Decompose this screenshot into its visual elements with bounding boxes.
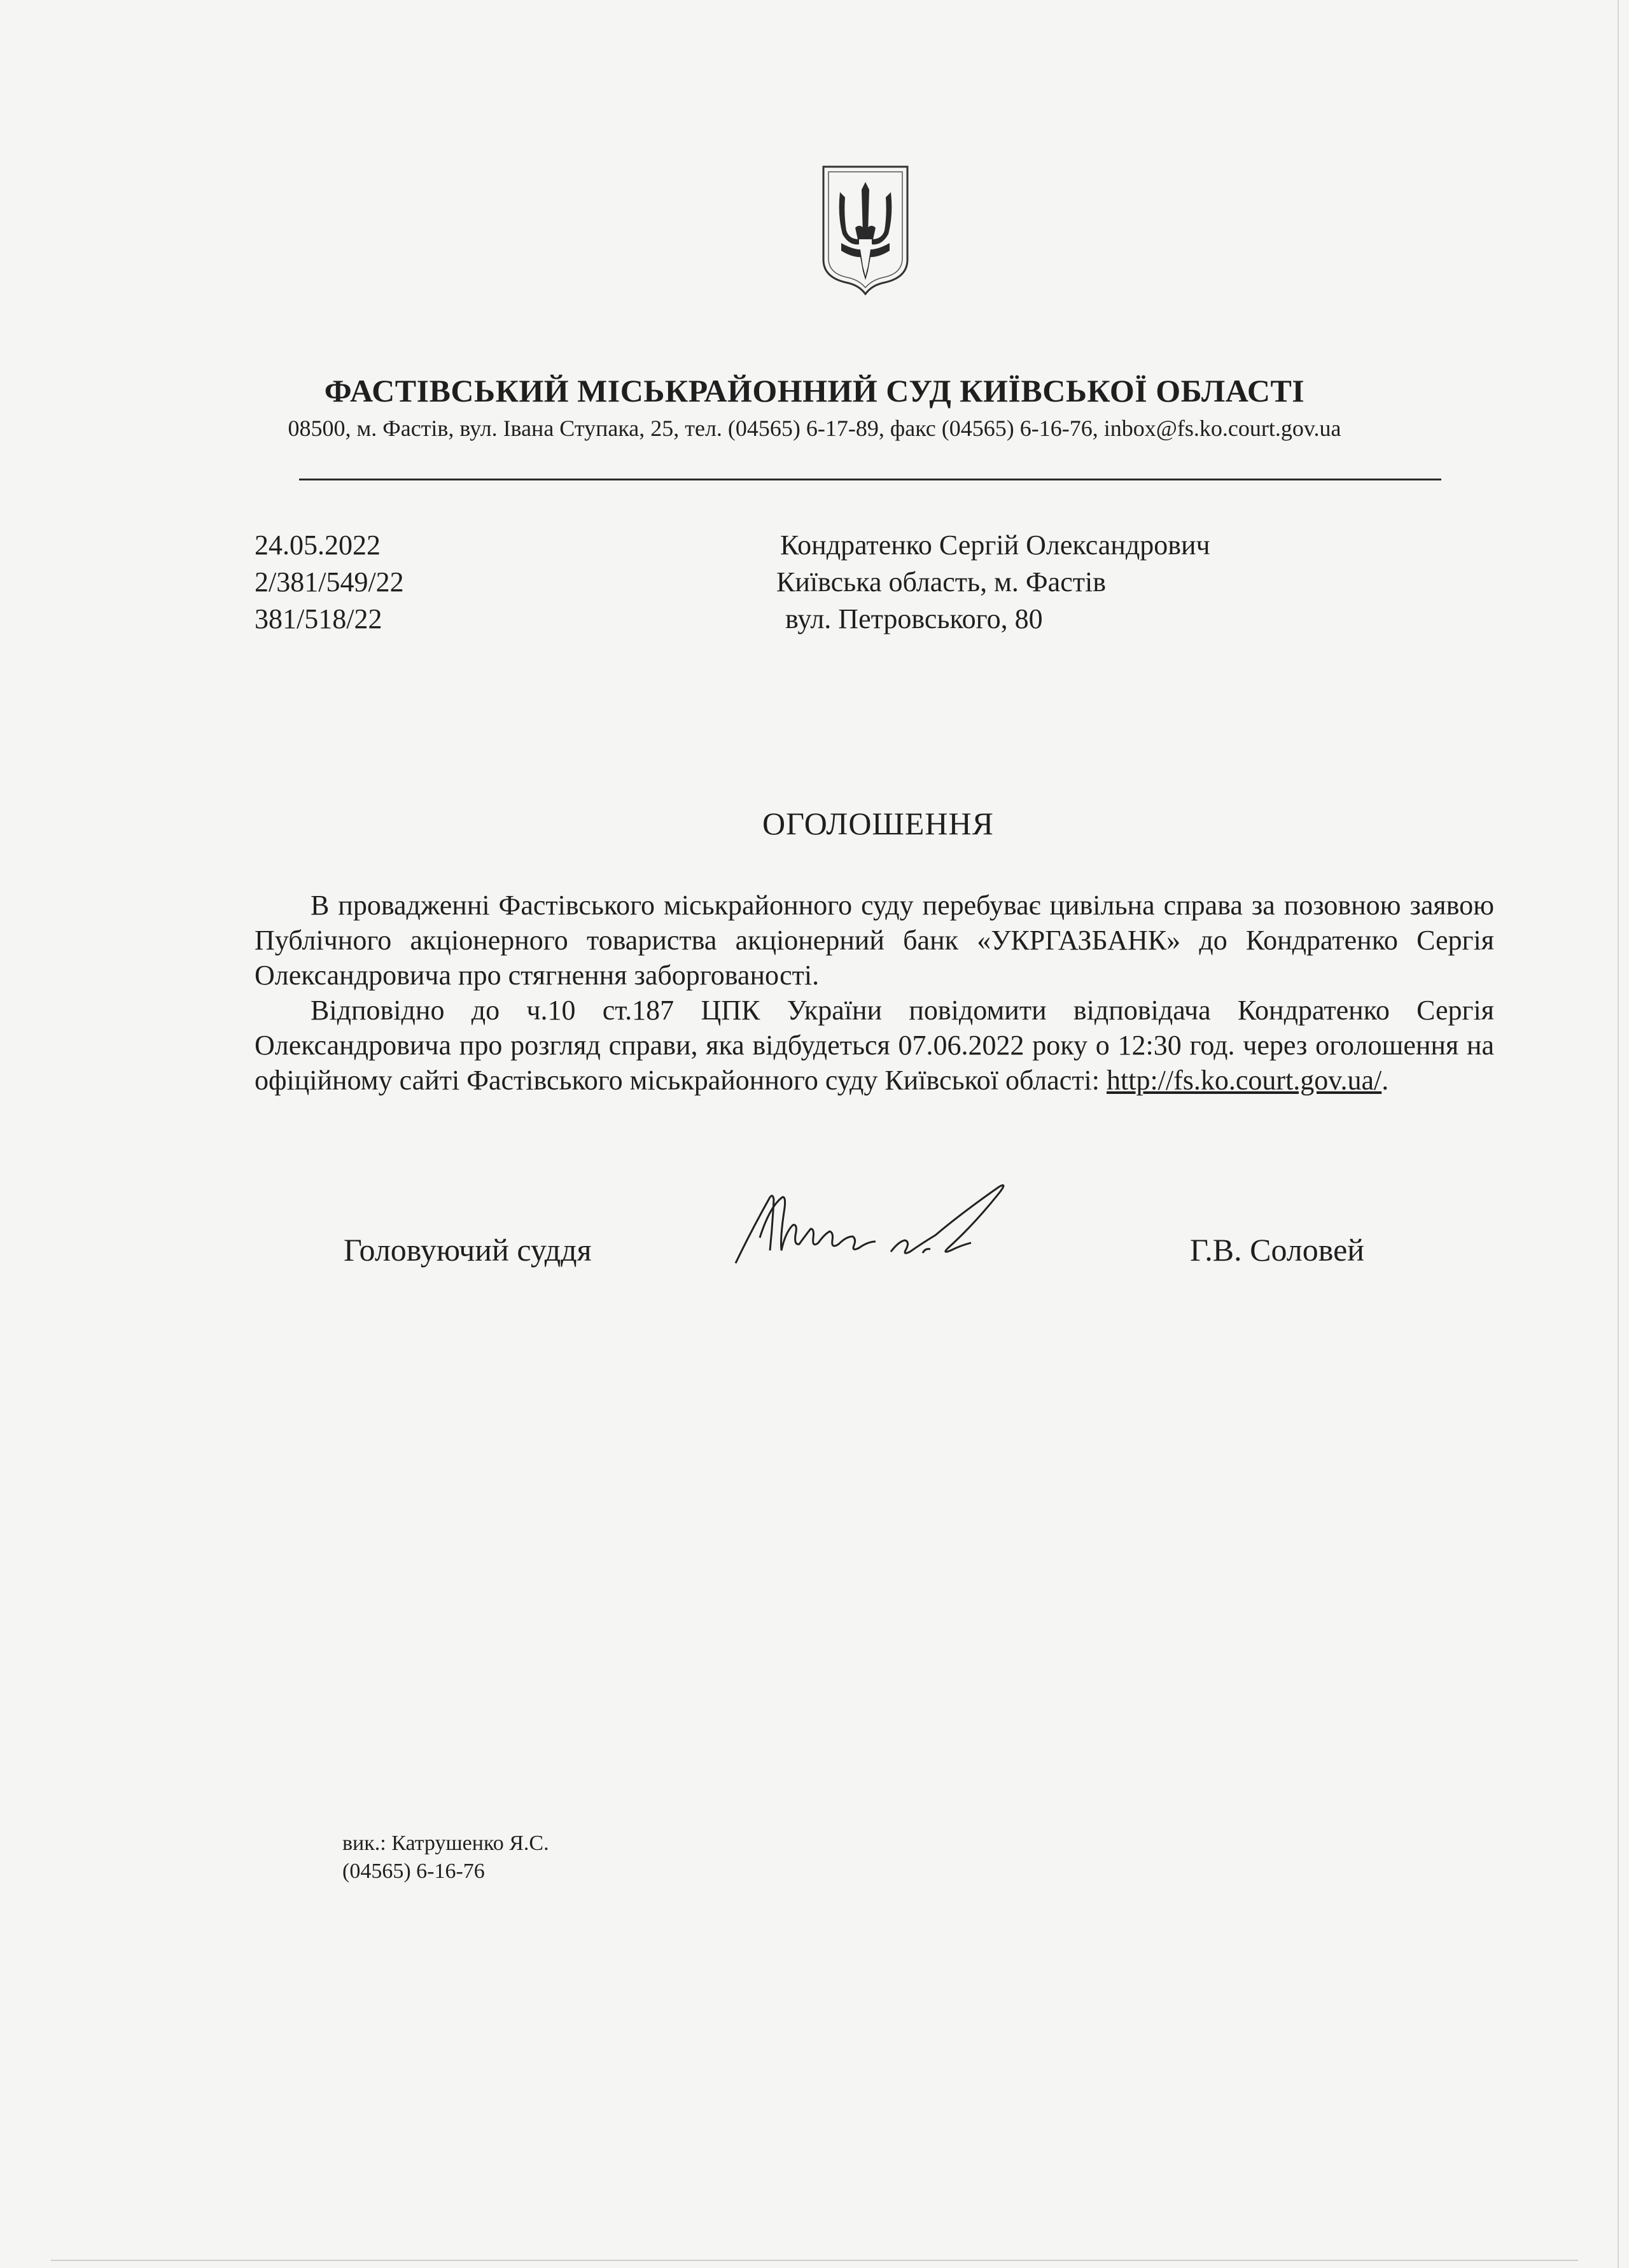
- addressee-block: [776, 527, 1210, 638]
- notice-paragraph-1: В провадженні Фастівського міськрайонного суду перебуває цивільна справа за позовною заявою Публічного акціонерного товариства акціонерний банк «УКРГАЗБАНК» до Кондратенко Сергія Олександровича про стягнення заборгованості.: [255, 890, 1494, 991]
- addressee-name: Кондратенко Сергій Олександрович: [780, 529, 1210, 561]
- page-edge-bottom: [51, 2260, 1578, 2261]
- header-divider: [299, 479, 1441, 480]
- court-name: ФАСТІВСЬКИЙ МІСЬКРАЙОННИЙ СУД КИЇВСЬКОЇ ОБЛАСТІ: [324, 373, 1305, 409]
- court-website-link[interactable]: http://fs.ko.court.gov.ua/: [1107, 1065, 1382, 1096]
- notice-body: [255, 888, 1494, 1098]
- reference-block: [255, 527, 404, 638]
- document-date: 24.05.2022: [255, 529, 381, 561]
- addressee-street: вул. Петровського, 80: [785, 603, 1043, 634]
- proceeding-number: 381/518/22: [255, 603, 382, 634]
- notice-paragraph-2: [255, 993, 1494, 1098]
- case-number: 2/381/549/22: [255, 566, 404, 598]
- handwritten-signature-icon: [732, 1174, 1024, 1270]
- executor-name: вик.: Катрушенко Я.С.: [342, 1831, 549, 1855]
- link-suffix: .: [1381, 1065, 1389, 1096]
- signer-role: Головуючий суддя: [344, 1232, 592, 1268]
- court-address: 08500, м. Фастів, вул. Івана Ступака, 25, тел. (04565) 6-17-89, факс (04565) 6-16-76, inbox@fs.ko.court.gov.ua: [288, 416, 1341, 441]
- notice-title: ОГОЛОШЕННЯ: [762, 806, 994, 841]
- addressee-region: Київська область, м. Фастів: [776, 566, 1106, 598]
- executor-block: [342, 1830, 549, 1886]
- signer-name: Г.В. Соловей: [1190, 1232, 1365, 1268]
- page-edge: [1618, 0, 1619, 2268]
- executor-phone: (04565) 6-16-76: [342, 1859, 485, 1883]
- notice-paragraph-2-text: Відповідно до ч.10 ст.187 ЦПК України повідомити відповідача Кондратенко Сергія Олександровича про розгляд справи, яка відбудеться 07.06.2022 року о 12:30 год. через оголошення на офіційному сайті Фастівського міськрайонного суду Київської області:: [255, 995, 1494, 1096]
- trident-coat-of-arms-icon: [821, 164, 910, 295]
